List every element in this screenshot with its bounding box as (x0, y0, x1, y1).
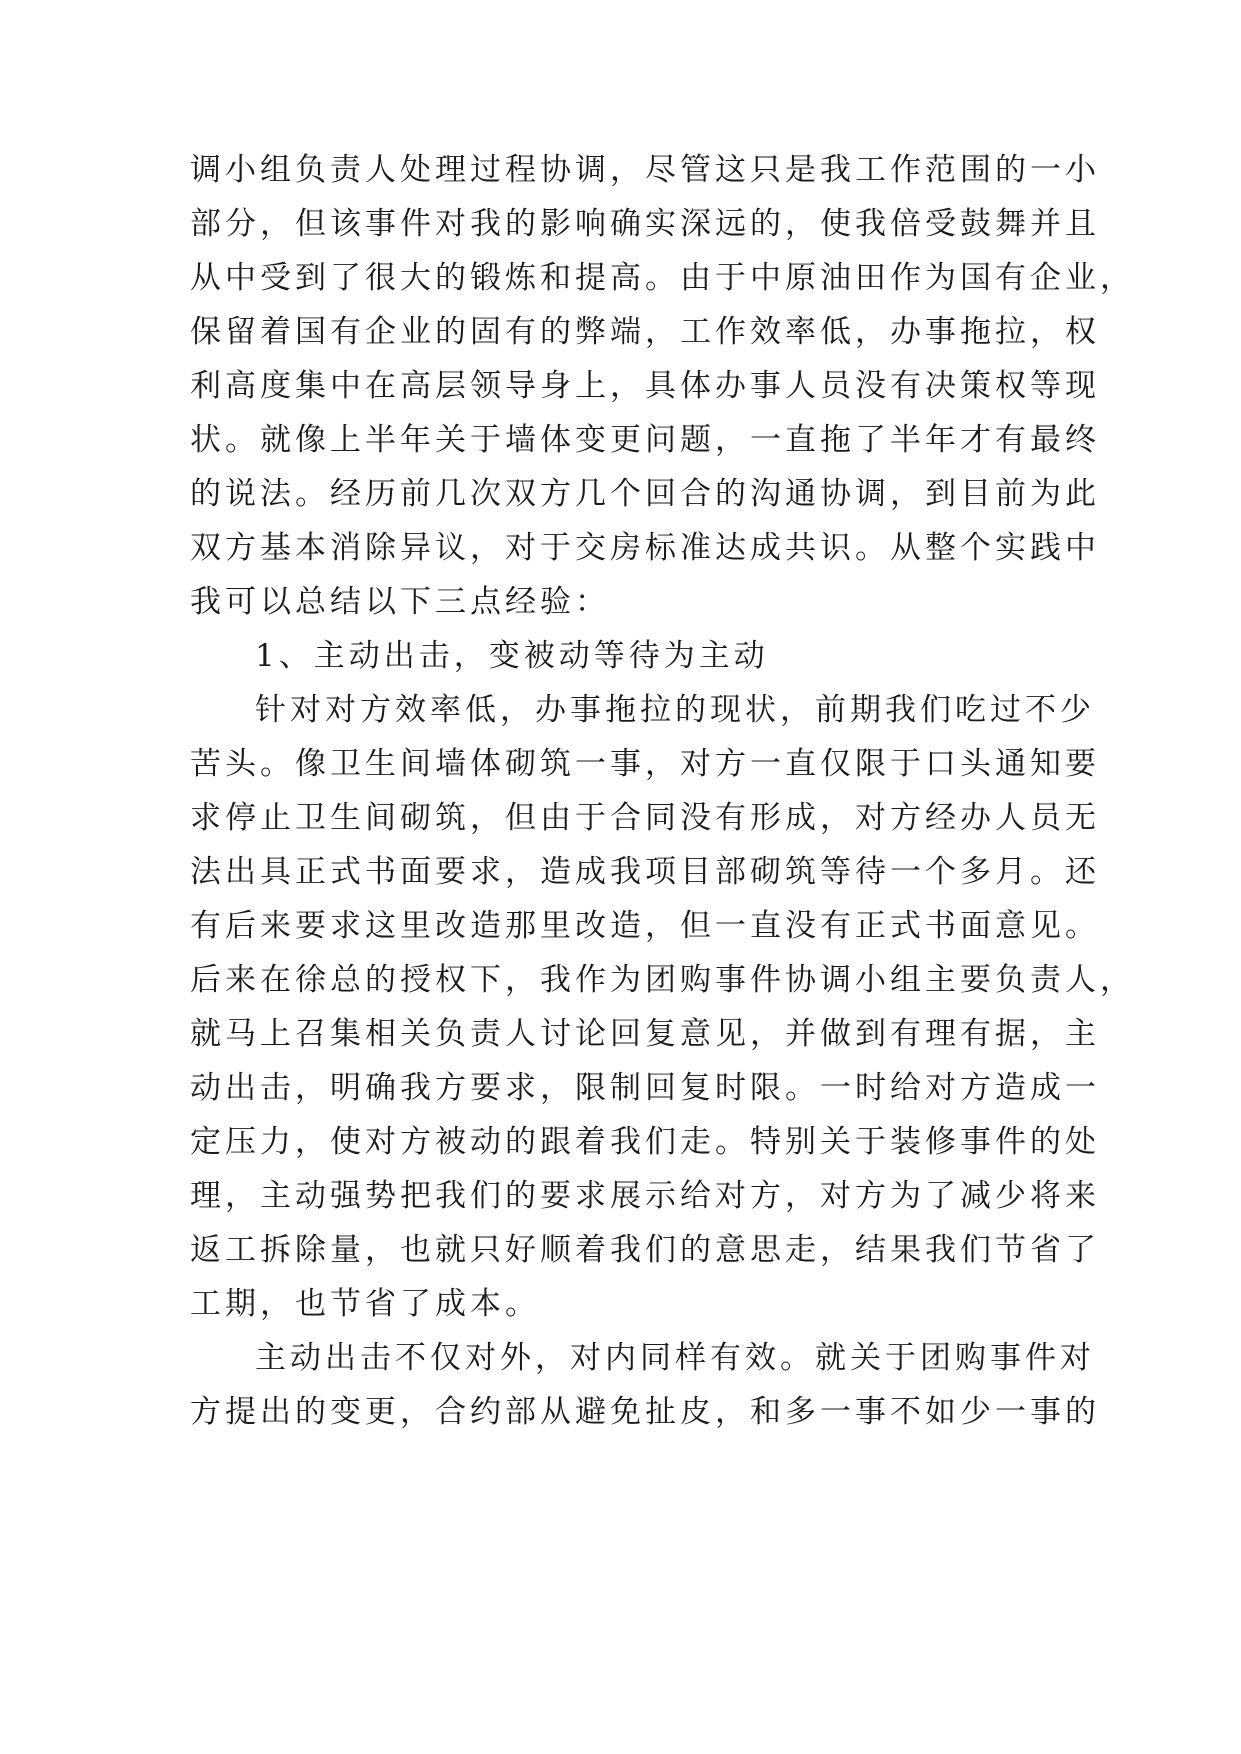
text-line: 返工拆除量，也就只好顺着我们的意思走，结果我们节省了 (190, 1232, 1100, 1268)
text-line: 状。就像上半年关于墙体变更问题，一直拖了半年才有最终 (190, 422, 1100, 458)
text-line: 后来在徐总的授权下，我作为团购事件协调小组主要负责人， (190, 962, 1135, 998)
text-line: 调小组负责人处理过程协调，尽管这只是我工作范围的一小 (190, 152, 1100, 188)
text-line: 部分，但该事件对我的影响确实深远的，使我倍受鼓舞并且 (190, 206, 1100, 242)
text-line: 方提出的变更，合约部从避免扯皮，和多一事不如少一事的 (190, 1394, 1100, 1430)
text-line: 定压力，使对方被动的跟着我们走。特别关于装修事件的处 (190, 1124, 1100, 1160)
text-line: 求停止卫生间砌筑，但由于合同没有形成，对方经办人员无 (190, 800, 1100, 836)
text-line: 苦头。像卫生间墙体砌筑一事，对方一直仅限于口头通知要 (190, 746, 1100, 782)
text-line: 利高度集中在高层领导身上，具体办事人员没有决策权等现 (190, 368, 1100, 404)
text-line: 从中受到了很大的锻炼和提高。由于中原油田作为国有企业， (190, 260, 1135, 296)
section-heading: 1、主动出击，变被动等待为主动 (255, 638, 769, 674)
text-line: 动出击，明确我方要求，限制回复时限。一时给对方造成一 (190, 1070, 1100, 1106)
text-line: 法出具正式书面要求，造成我项目部砌筑等待一个多月。还 (190, 854, 1100, 890)
text-line: 有后来要求这里改造那里改造，但一直没有正式书面意见。 (190, 908, 1100, 944)
text-line: 的说法。经历前几次双方几个回合的沟通协调，到目前为此 (190, 476, 1100, 512)
text-line: 保留着国有企业的固有的弊端，工作效率低，办事拖拉，权 (190, 314, 1100, 350)
text-line: 就马上召集相关负责人讨论回复意见，并做到有理有据，主 (190, 1016, 1100, 1052)
text-line: 双方基本消除异议，对于交房标准达成共识。从整个实践中 (190, 530, 1100, 566)
text-line: 工期，也节省了成本。 (190, 1286, 540, 1322)
text-line: 理，主动强势把我们的要求展示给对方，对方为了减少将来 (190, 1178, 1100, 1214)
text-line: 我可以总结以下三点经验： (190, 584, 610, 620)
text-line: 主动出击不仅对外，对内同样有效。就关于团购事件对 (255, 1340, 1095, 1376)
text-line: 针对对方效率低，办事拖拉的现状，前期我们吃过不少 (255, 692, 1095, 728)
